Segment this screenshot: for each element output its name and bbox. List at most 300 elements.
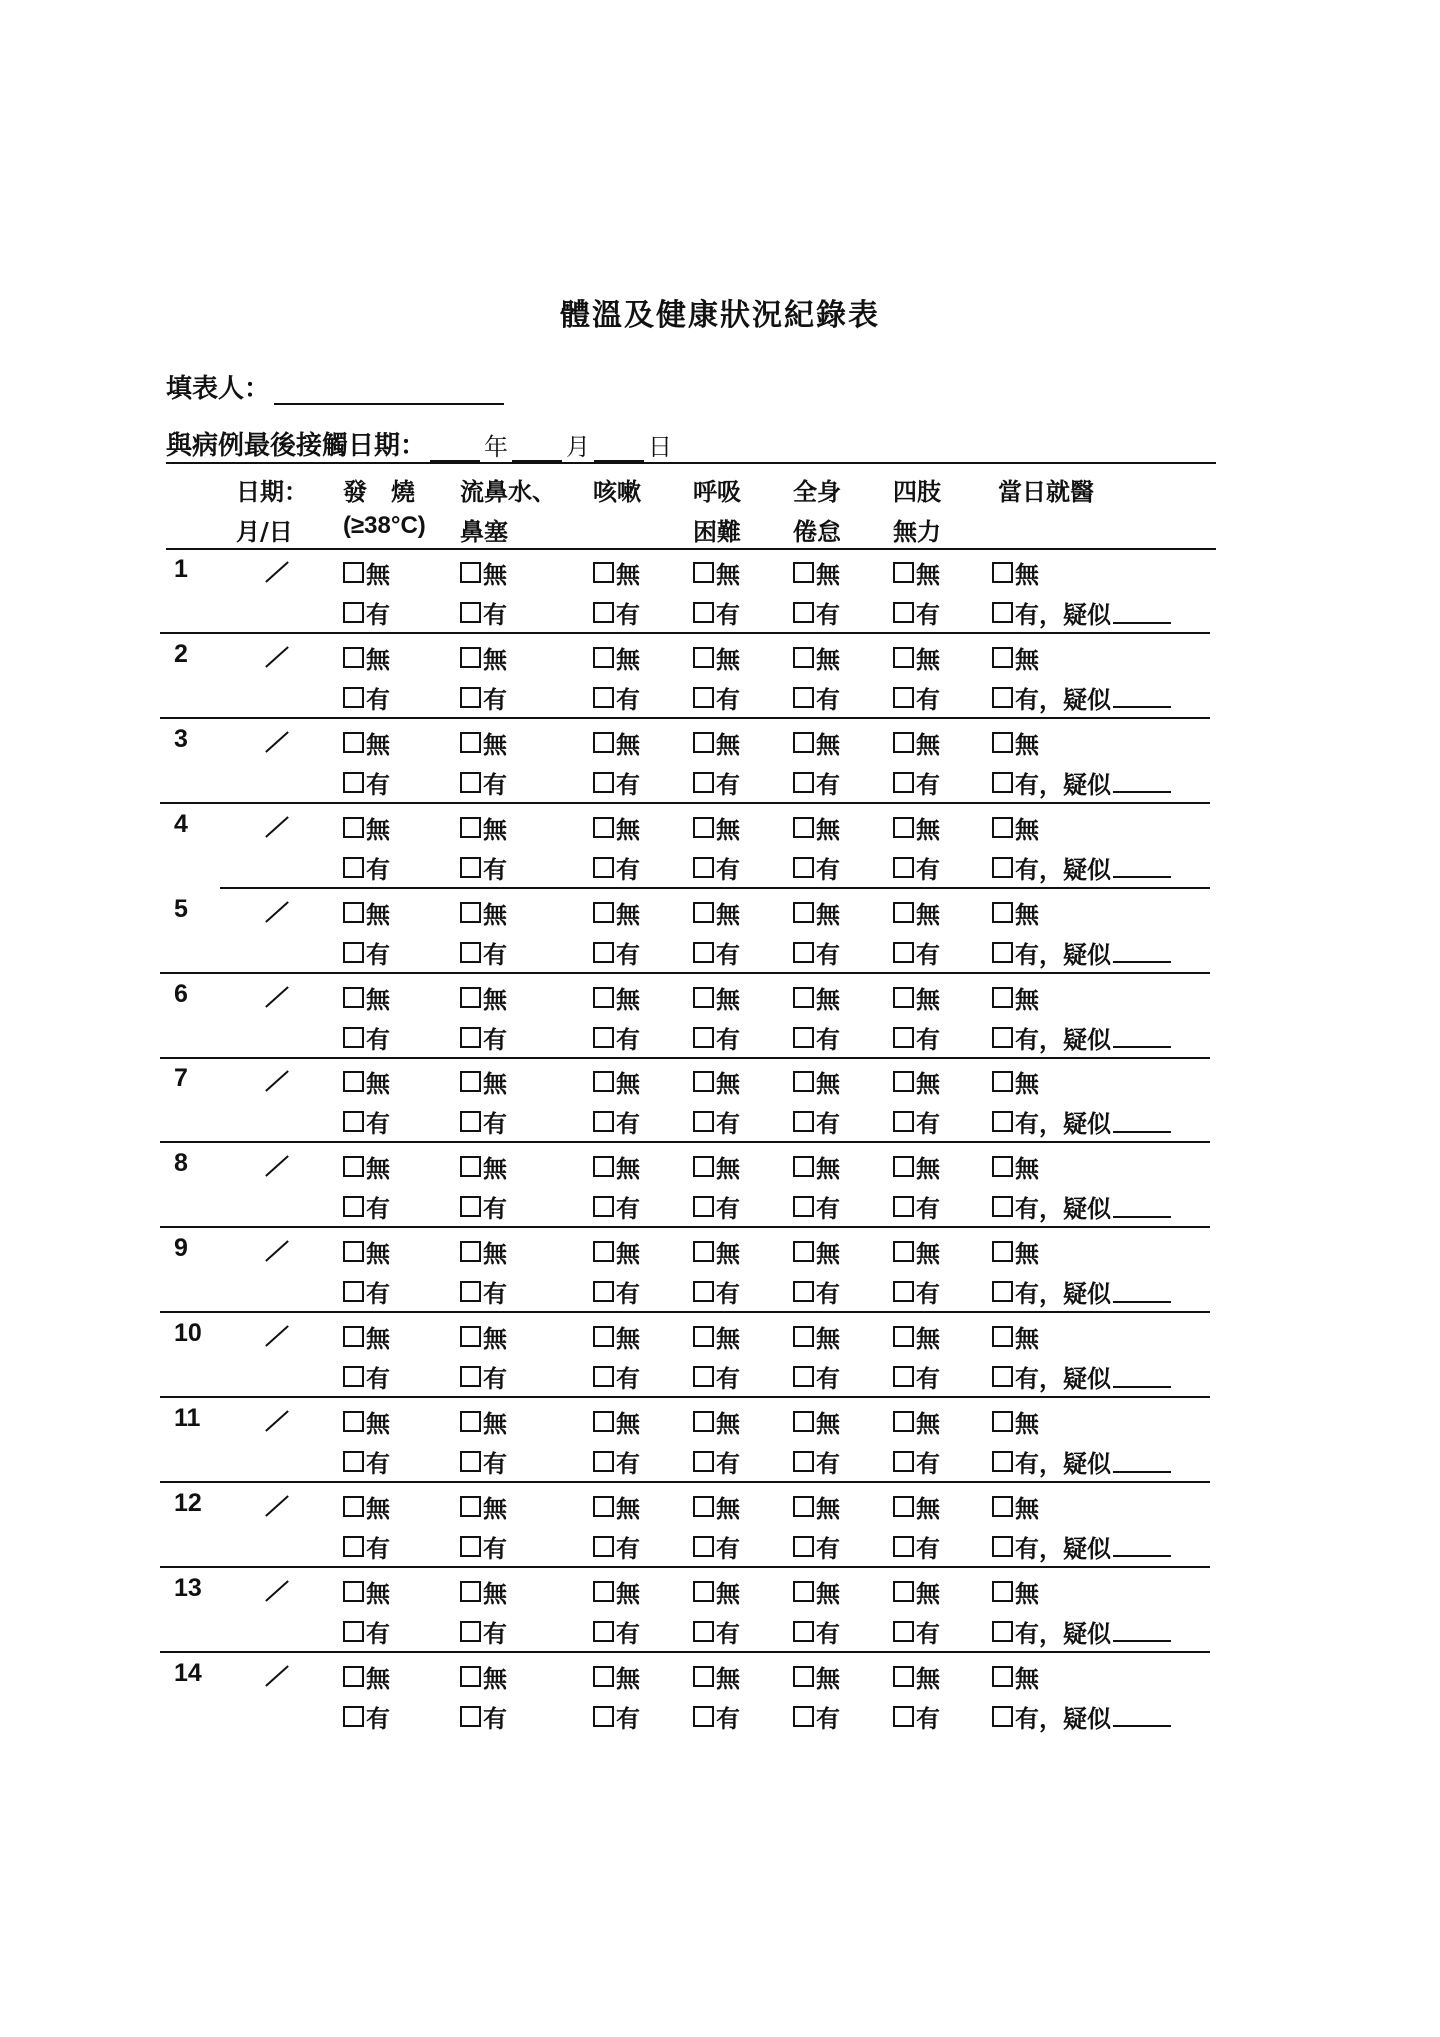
option-yes[interactable] [693, 935, 740, 970]
checkbox-icon[interactable] [343, 1451, 364, 1472]
checkbox-icon[interactable] [893, 1111, 914, 1132]
option-yes[interactable] [593, 595, 640, 630]
checkbox-icon[interactable] [693, 602, 714, 623]
checkbox-icon[interactable] [992, 1326, 1013, 1347]
checkbox-icon[interactable] [593, 1581, 614, 1602]
option-yes[interactable] [893, 595, 940, 630]
option-no[interactable] [460, 810, 507, 845]
option-no[interactable] [793, 980, 840, 1015]
checkbox-icon[interactable] [992, 1496, 1013, 1517]
checkbox-icon[interactable] [593, 647, 614, 668]
checkbox-icon[interactable] [693, 647, 714, 668]
checkbox-icon[interactable] [460, 687, 481, 708]
checkbox-icon[interactable] [593, 942, 614, 963]
checkbox-icon[interactable] [460, 1451, 481, 1472]
checkbox-icon[interactable] [343, 1706, 364, 1727]
option-yes[interactable] [460, 1359, 507, 1394]
checkbox-icon[interactable] [893, 647, 914, 668]
option-yes[interactable] [893, 1614, 940, 1649]
checkbox-icon[interactable] [343, 817, 364, 838]
option-yes[interactable] [893, 1444, 940, 1479]
option-yes[interactable] [693, 680, 740, 715]
option-no[interactable] [893, 1404, 940, 1439]
option-yes[interactable] [460, 595, 507, 630]
checkbox-icon[interactable] [893, 1366, 914, 1387]
option-no[interactable] [793, 1574, 840, 1609]
checkbox-icon[interactable] [343, 1027, 364, 1048]
option-no[interactable] [893, 895, 940, 930]
checkbox-icon[interactable] [343, 687, 364, 708]
option-yes[interactable] [893, 850, 940, 885]
checkbox-icon[interactable] [593, 687, 614, 708]
checkbox-icon[interactable] [593, 772, 614, 793]
option-no[interactable] [992, 810, 1039, 845]
option-no[interactable] [992, 555, 1039, 590]
option-no[interactable] [343, 1489, 390, 1524]
option-yes[interactable] [343, 850, 390, 885]
option-no[interactable] [343, 1234, 390, 1269]
checkbox-icon[interactable] [343, 647, 364, 668]
checkbox-icon[interactable] [992, 902, 1013, 923]
option-no[interactable] [593, 1064, 640, 1099]
checkbox-icon[interactable] [460, 942, 481, 963]
checkbox-icon[interactable] [460, 817, 481, 838]
checkbox-icon[interactable] [793, 1326, 814, 1347]
option-yes[interactable] [992, 1699, 1171, 1734]
option-no[interactable] [693, 1574, 740, 1609]
option-yes[interactable] [793, 765, 840, 800]
option-no[interactable] [460, 895, 507, 930]
checkbox-icon[interactable] [992, 1366, 1013, 1387]
checkbox-icon[interactable] [460, 602, 481, 623]
checkbox-icon[interactable] [693, 857, 714, 878]
option-yes[interactable] [460, 1104, 507, 1139]
option-yes[interactable] [693, 765, 740, 800]
option-yes[interactable] [460, 1020, 507, 1055]
checkbox-icon[interactable] [992, 647, 1013, 668]
checkbox-icon[interactable] [793, 1111, 814, 1132]
checkbox-icon[interactable] [693, 1581, 714, 1602]
checkbox-icon[interactable] [793, 1241, 814, 1262]
checkbox-icon[interactable] [992, 1451, 1013, 1472]
checkbox-icon[interactable] [693, 942, 714, 963]
checkbox-icon[interactable] [460, 1111, 481, 1132]
checkbox-icon[interactable] [343, 942, 364, 963]
option-no[interactable] [992, 725, 1039, 760]
option-no[interactable] [593, 810, 640, 845]
checkbox-icon[interactable] [992, 1621, 1013, 1642]
option-no[interactable] [460, 980, 507, 1015]
option-no[interactable] [793, 1234, 840, 1269]
option-no[interactable] [460, 1319, 507, 1354]
checkbox-icon[interactable] [460, 1536, 481, 1557]
checkbox-icon[interactable] [593, 1156, 614, 1177]
option-no[interactable] [460, 725, 507, 760]
checkbox-icon[interactable] [693, 1666, 714, 1687]
option-yes[interactable] [893, 1189, 940, 1224]
checkbox-icon[interactable] [893, 902, 914, 923]
option-no[interactable] [460, 1489, 507, 1524]
suspect-diagnosis-blank[interactable] [1113, 771, 1171, 793]
option-no[interactable] [893, 725, 940, 760]
checkbox-icon[interactable] [593, 602, 614, 623]
checkbox-icon[interactable] [343, 1666, 364, 1687]
option-yes[interactable] [593, 680, 640, 715]
checkbox-icon[interactable] [593, 1451, 614, 1472]
option-no[interactable] [793, 1489, 840, 1524]
checkbox-icon[interactable] [693, 987, 714, 1008]
checkbox-icon[interactable] [893, 1027, 914, 1048]
option-no[interactable] [593, 725, 640, 760]
option-yes[interactable] [593, 765, 640, 800]
checkbox-icon[interactable] [992, 987, 1013, 1008]
checkbox-icon[interactable] [693, 1281, 714, 1302]
option-yes[interactable] [893, 1274, 940, 1309]
option-yes[interactable] [793, 1189, 840, 1224]
checkbox-icon[interactable] [992, 1071, 1013, 1092]
option-yes[interactable] [343, 1020, 390, 1055]
option-yes[interactable] [343, 1359, 390, 1394]
option-yes[interactable] [793, 1614, 840, 1649]
checkbox-icon[interactable] [893, 1241, 914, 1262]
option-no[interactable] [593, 1149, 640, 1184]
checkbox-icon[interactable] [460, 1411, 481, 1432]
option-no[interactable] [793, 810, 840, 845]
checkbox-icon[interactable] [793, 562, 814, 583]
checkbox-icon[interactable] [693, 1111, 714, 1132]
checkbox-icon[interactable] [460, 1581, 481, 1602]
checkbox-icon[interactable] [460, 1666, 481, 1687]
option-yes[interactable] [893, 1104, 940, 1139]
checkbox-icon[interactable] [893, 1411, 914, 1432]
checkbox-icon[interactable] [460, 1196, 481, 1217]
checkbox-icon[interactable] [460, 1027, 481, 1048]
checkbox-icon[interactable] [343, 1621, 364, 1642]
checkbox-icon[interactable] [343, 1326, 364, 1347]
option-yes[interactable] [693, 595, 740, 630]
checkbox-icon[interactable] [343, 1281, 364, 1302]
checkbox-icon[interactable] [593, 1196, 614, 1217]
option-yes[interactable] [460, 680, 507, 715]
month-blank[interactable] [512, 434, 562, 462]
checkbox-icon[interactable] [460, 857, 481, 878]
option-yes[interactable] [693, 1529, 740, 1564]
option-yes[interactable] [343, 680, 390, 715]
checkbox-icon[interactable] [992, 772, 1013, 793]
option-yes[interactable] [460, 1614, 507, 1649]
checkbox-icon[interactable] [793, 1706, 814, 1727]
option-no[interactable] [992, 1234, 1039, 1269]
option-no[interactable] [460, 1234, 507, 1269]
checkbox-icon[interactable] [343, 772, 364, 793]
checkbox-icon[interactable] [893, 1071, 914, 1092]
checkbox-icon[interactable] [693, 1706, 714, 1727]
checkbox-icon[interactable] [693, 1451, 714, 1472]
checkbox-icon[interactable] [893, 987, 914, 1008]
checkbox-icon[interactable] [343, 562, 364, 583]
option-no[interactable] [343, 895, 390, 930]
option-no[interactable] [460, 555, 507, 590]
checkbox-icon[interactable] [460, 1621, 481, 1642]
option-no[interactable] [893, 1489, 940, 1524]
checkbox-icon[interactable] [793, 942, 814, 963]
checkbox-icon[interactable] [460, 1706, 481, 1727]
option-yes[interactable] [693, 1359, 740, 1394]
option-yes[interactable] [460, 935, 507, 970]
option-no[interactable] [693, 640, 740, 675]
option-no[interactable] [693, 725, 740, 760]
option-no[interactable] [893, 1574, 940, 1609]
option-no[interactable] [460, 640, 507, 675]
option-yes[interactable] [793, 1444, 840, 1479]
option-no[interactable] [593, 1319, 640, 1354]
checkbox-icon[interactable] [460, 902, 481, 923]
checkbox-icon[interactable] [693, 732, 714, 753]
year-blank[interactable] [430, 434, 480, 462]
checkbox-icon[interactable] [793, 1196, 814, 1217]
option-no[interactable] [593, 555, 640, 590]
checkbox-icon[interactable] [793, 1581, 814, 1602]
checkbox-icon[interactable] [793, 687, 814, 708]
checkbox-icon[interactable] [343, 1111, 364, 1132]
option-yes[interactable] [460, 1529, 507, 1564]
option-no[interactable] [343, 1064, 390, 1099]
option-no[interactable] [693, 1659, 740, 1694]
option-no[interactable] [593, 1234, 640, 1269]
option-yes[interactable] [992, 935, 1171, 970]
checkbox-icon[interactable] [693, 1071, 714, 1092]
option-no[interactable] [893, 1234, 940, 1269]
checkbox-icon[interactable] [992, 1156, 1013, 1177]
option-no[interactable] [460, 1064, 507, 1099]
suspect-diagnosis-blank[interactable] [1113, 1705, 1171, 1727]
option-no[interactable] [693, 1489, 740, 1524]
checkbox-icon[interactable] [893, 1706, 914, 1727]
checkbox-icon[interactable] [593, 1706, 614, 1727]
checkbox-icon[interactable] [992, 942, 1013, 963]
suspect-diagnosis-blank[interactable] [1113, 1196, 1171, 1218]
checkbox-icon[interactable] [693, 1241, 714, 1262]
option-no[interactable] [793, 1319, 840, 1354]
option-no[interactable] [893, 1319, 940, 1354]
checkbox-icon[interactable] [992, 1241, 1013, 1262]
checkbox-icon[interactable] [893, 1156, 914, 1177]
option-no[interactable] [593, 1489, 640, 1524]
option-yes[interactable] [793, 1274, 840, 1309]
option-yes[interactable] [343, 1614, 390, 1649]
checkbox-icon[interactable] [693, 562, 714, 583]
checkbox-icon[interactable] [793, 1027, 814, 1048]
option-yes[interactable] [992, 850, 1171, 885]
option-yes[interactable] [992, 680, 1171, 715]
checkbox-icon[interactable] [893, 562, 914, 583]
checkbox-icon[interactable] [793, 772, 814, 793]
option-yes[interactable] [343, 935, 390, 970]
option-yes[interactable] [992, 1104, 1171, 1139]
option-yes[interactable] [793, 1699, 840, 1734]
checkbox-icon[interactable] [343, 857, 364, 878]
option-yes[interactable] [593, 850, 640, 885]
checkbox-icon[interactable] [693, 1411, 714, 1432]
checkbox-icon[interactable] [693, 1621, 714, 1642]
option-yes[interactable] [693, 1444, 740, 1479]
checkbox-icon[interactable] [793, 1496, 814, 1517]
option-no[interactable] [793, 1659, 840, 1694]
option-no[interactable] [992, 640, 1039, 675]
option-yes[interactable] [593, 1614, 640, 1649]
checkbox-icon[interactable] [992, 1281, 1013, 1302]
checkbox-icon[interactable] [460, 772, 481, 793]
suspect-diagnosis-blank[interactable] [1113, 1535, 1171, 1557]
option-no[interactable] [693, 810, 740, 845]
checkbox-icon[interactable] [793, 1621, 814, 1642]
checkbox-icon[interactable] [893, 602, 914, 623]
option-yes[interactable] [343, 1444, 390, 1479]
option-yes[interactable] [992, 1189, 1171, 1224]
option-no[interactable] [460, 1659, 507, 1694]
option-yes[interactable] [460, 850, 507, 885]
option-yes[interactable] [693, 1189, 740, 1224]
option-no[interactable] [992, 1319, 1039, 1354]
checkbox-icon[interactable] [992, 1666, 1013, 1687]
option-no[interactable] [992, 1404, 1039, 1439]
checkbox-icon[interactable] [893, 1536, 914, 1557]
option-no[interactable] [593, 1659, 640, 1694]
checkbox-icon[interactable] [992, 1111, 1013, 1132]
checkbox-icon[interactable] [793, 1156, 814, 1177]
checkbox-icon[interactable] [593, 1666, 614, 1687]
option-no[interactable] [343, 810, 390, 845]
checkbox-icon[interactable] [343, 987, 364, 1008]
checkbox-icon[interactable] [593, 857, 614, 878]
option-yes[interactable] [793, 1104, 840, 1139]
option-no[interactable] [693, 1234, 740, 1269]
option-no[interactable] [343, 640, 390, 675]
checkbox-icon[interactable] [343, 1156, 364, 1177]
option-yes[interactable] [343, 595, 390, 630]
option-no[interactable] [693, 980, 740, 1015]
option-no[interactable] [593, 895, 640, 930]
option-yes[interactable] [343, 1529, 390, 1564]
suspect-diagnosis-blank[interactable] [1113, 1366, 1171, 1388]
option-no[interactable] [793, 1404, 840, 1439]
option-no[interactable] [893, 1659, 940, 1694]
checkbox-icon[interactable] [793, 857, 814, 878]
option-yes[interactable] [343, 1104, 390, 1139]
option-yes[interactable] [693, 1699, 740, 1734]
checkbox-icon[interactable] [460, 1326, 481, 1347]
checkbox-icon[interactable] [593, 902, 614, 923]
checkbox-icon[interactable] [693, 1156, 714, 1177]
checkbox-icon[interactable] [992, 732, 1013, 753]
checkbox-icon[interactable] [343, 902, 364, 923]
option-yes[interactable] [893, 1699, 940, 1734]
checkbox-icon[interactable] [893, 687, 914, 708]
option-yes[interactable] [893, 765, 940, 800]
option-no[interactable] [793, 1149, 840, 1184]
checkbox-icon[interactable] [460, 987, 481, 1008]
option-no[interactable] [893, 810, 940, 845]
option-no[interactable] [893, 555, 940, 590]
option-yes[interactable] [793, 1359, 840, 1394]
option-yes[interactable] [343, 765, 390, 800]
option-yes[interactable] [460, 1274, 507, 1309]
option-no[interactable] [793, 895, 840, 930]
option-yes[interactable] [893, 1529, 940, 1564]
option-no[interactable] [992, 1659, 1039, 1694]
checkbox-icon[interactable] [992, 1411, 1013, 1432]
option-yes[interactable] [793, 850, 840, 885]
checkbox-icon[interactable] [693, 902, 714, 923]
option-yes[interactable] [460, 1189, 507, 1224]
option-no[interactable] [593, 640, 640, 675]
checkbox-icon[interactable] [893, 1326, 914, 1347]
checkbox-icon[interactable] [343, 1581, 364, 1602]
option-yes[interactable] [343, 1274, 390, 1309]
option-no[interactable] [460, 1149, 507, 1184]
checkbox-icon[interactable] [693, 1366, 714, 1387]
checkbox-icon[interactable] [893, 1451, 914, 1472]
checkbox-icon[interactable] [693, 1536, 714, 1557]
option-no[interactable] [992, 895, 1039, 930]
option-no[interactable] [693, 1149, 740, 1184]
option-yes[interactable] [793, 1020, 840, 1055]
option-yes[interactable] [992, 1020, 1171, 1055]
checkbox-icon[interactable] [693, 687, 714, 708]
checkbox-icon[interactable] [992, 1706, 1013, 1727]
checkbox-icon[interactable] [593, 1536, 614, 1557]
option-yes[interactable] [992, 595, 1171, 630]
option-yes[interactable] [893, 1359, 940, 1394]
option-no[interactable] [343, 980, 390, 1015]
suspect-diagnosis-blank[interactable] [1113, 602, 1171, 624]
checkbox-icon[interactable] [793, 602, 814, 623]
option-no[interactable] [343, 1319, 390, 1354]
checkbox-icon[interactable] [893, 817, 914, 838]
checkbox-icon[interactable] [343, 1496, 364, 1517]
checkbox-icon[interactable] [893, 942, 914, 963]
checkbox-icon[interactable] [593, 817, 614, 838]
checkbox-icon[interactable] [992, 857, 1013, 878]
option-no[interactable] [593, 1404, 640, 1439]
checkbox-icon[interactable] [793, 1536, 814, 1557]
option-yes[interactable] [593, 1274, 640, 1309]
checkbox-icon[interactable] [893, 1196, 914, 1217]
checkbox-icon[interactable] [893, 1281, 914, 1302]
option-no[interactable] [693, 895, 740, 930]
checkbox-icon[interactable] [893, 772, 914, 793]
checkbox-icon[interactable] [893, 857, 914, 878]
option-no[interactable] [693, 1319, 740, 1354]
checkbox-icon[interactable] [793, 902, 814, 923]
option-yes[interactable] [593, 1699, 640, 1734]
filler-blank[interactable] [274, 375, 504, 405]
checkbox-icon[interactable] [593, 1027, 614, 1048]
checkbox-icon[interactable] [793, 732, 814, 753]
checkbox-icon[interactable] [593, 732, 614, 753]
option-yes[interactable] [593, 1359, 640, 1394]
option-yes[interactable] [343, 1189, 390, 1224]
checkbox-icon[interactable] [992, 1536, 1013, 1557]
checkbox-icon[interactable] [693, 1326, 714, 1347]
checkbox-icon[interactable] [343, 1536, 364, 1557]
option-yes[interactable] [992, 765, 1171, 800]
checkbox-icon[interactable] [992, 687, 1013, 708]
option-no[interactable] [992, 1064, 1039, 1099]
checkbox-icon[interactable] [793, 1281, 814, 1302]
checkbox-icon[interactable] [460, 732, 481, 753]
option-no[interactable] [343, 1574, 390, 1609]
